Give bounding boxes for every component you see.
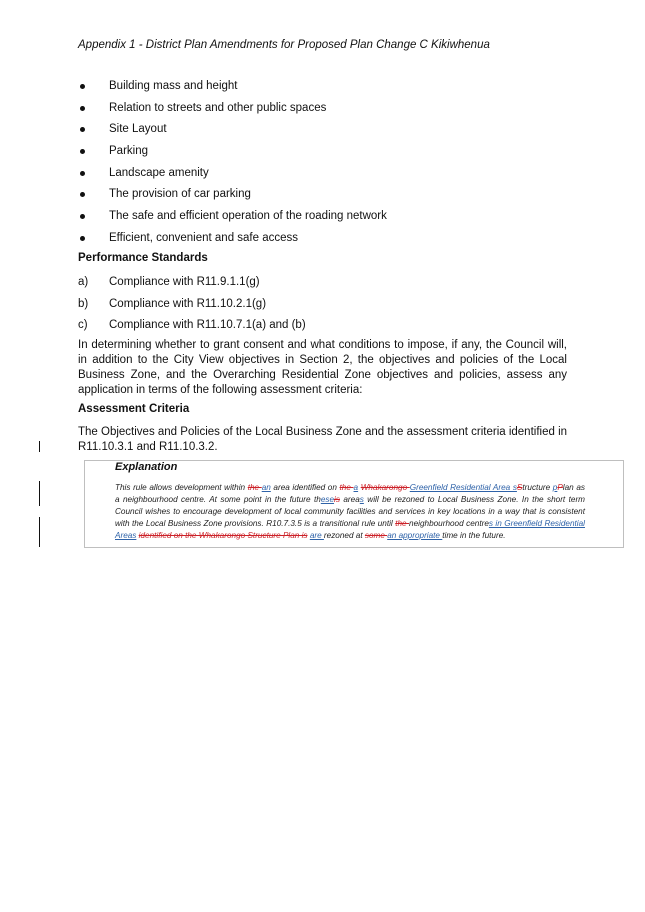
inserted-text: a <box>353 483 359 492</box>
list-item: Building mass and height <box>78 78 578 100</box>
explanation-text <box>115 482 585 542</box>
explanation-text-run: rezoned at <box>323 531 365 540</box>
inserted-text: ese <box>320 495 335 504</box>
bullet-icon <box>80 149 85 154</box>
inserted-text: an appropriate <box>387 531 443 540</box>
inserted-text: p <box>552 483 558 492</box>
list-item: Site Layout <box>78 121 578 143</box>
inserted-text: s <box>359 495 364 504</box>
determining-paragraph: In determining whether to grant consent and what conditions to impose, if any, the Council will, in addition to the City View objectives in Section 2, the objectives and policies of the Local Business Zone, and the Overarching Residential Zone objectives and policies, assess any application in terms of the following assessment criteria: <box>78 339 567 396</box>
list-item: Parking <box>78 143 578 165</box>
list-item: Landscape amenity <box>78 165 578 187</box>
inserted-text: Greenfield Residential Area s <box>409 483 517 492</box>
deleted-text: some <box>364 531 388 540</box>
assessment-criteria-heading: Assessment Criteria <box>78 403 190 415</box>
explanation-text-run: area <box>339 495 360 504</box>
inserted-text: s in Greenfield Residential Areas <box>115 519 585 540</box>
explanation-title: Explanation <box>115 461 178 473</box>
deleted-text: the <box>247 483 262 492</box>
bullet-icon <box>80 236 85 241</box>
bullet-icon <box>80 127 85 132</box>
list-item: The provision of car parking <box>78 186 578 208</box>
explanation-text-run: tructure <box>522 483 553 492</box>
inserted-text: are <box>309 531 324 540</box>
list-item: Relation to streets and other public spaces <box>78 100 578 122</box>
change-bar <box>39 441 40 452</box>
list-item: a) Compliance with R11.9.1.1(g) <box>78 276 260 288</box>
explanation-text-run: This rule allows development within <box>115 483 248 492</box>
bullet-icon <box>80 192 85 197</box>
explanation-text-run: lan as a neighbourhood centre. At some point in the future th <box>115 483 585 504</box>
bullet-list <box>78 78 578 252</box>
list-item: b) Compliance with R11.10.2.1(g) <box>78 297 267 310</box>
bullet-icon <box>80 106 85 111</box>
explanation-text-run: neighbourhood centre <box>409 519 489 528</box>
deleted-text: the <box>339 483 354 492</box>
explanation-text-run: area identified on <box>270 483 340 492</box>
bullet-icon <box>80 214 85 219</box>
list-item: Efficient, convenient and safe access <box>78 230 578 252</box>
deleted-text: Whakarongo <box>360 483 410 492</box>
list-item: c) Compliance with R11.10.7.1(a) and (b) <box>78 319 306 331</box>
deleted-text: the <box>395 519 410 528</box>
explanation-text-run: will be rezoned to Local Business Zone. In the short term Council wishes to encourage development of local community facilities and services in key locations in a way that is consistent with the Local Business Zone provisions. R10.7.3.5 is a transitional rule until <box>115 495 585 528</box>
deleted-text: is <box>334 495 340 504</box>
deleted-text: identified on the Whakarongo Structure Plan is <box>138 531 308 540</box>
performance-standards-heading: Performance Standards <box>78 252 208 264</box>
list-item: The safe and efficient operation of the roading network <box>78 208 578 230</box>
page-header: Appendix 1 - District Plan Amendments for Proposed Plan Change C Kikiwhenua <box>78 39 490 51</box>
explanation-text-run: time in the future. <box>442 531 506 540</box>
performance-standards-list <box>78 274 578 339</box>
change-bar <box>39 481 40 506</box>
assessment-paragraph: The Objectives and Policies of the Local Business Zone and the assessment criteria identified in R11.10.3.1 and R11.10.3.2. <box>78 426 568 453</box>
deleted-text: S <box>516 483 523 492</box>
bullet-icon <box>80 171 85 176</box>
change-bar <box>39 517 40 547</box>
deleted-text: P <box>557 483 563 492</box>
bullet-icon <box>80 84 85 89</box>
inserted-text: an <box>261 483 271 492</box>
